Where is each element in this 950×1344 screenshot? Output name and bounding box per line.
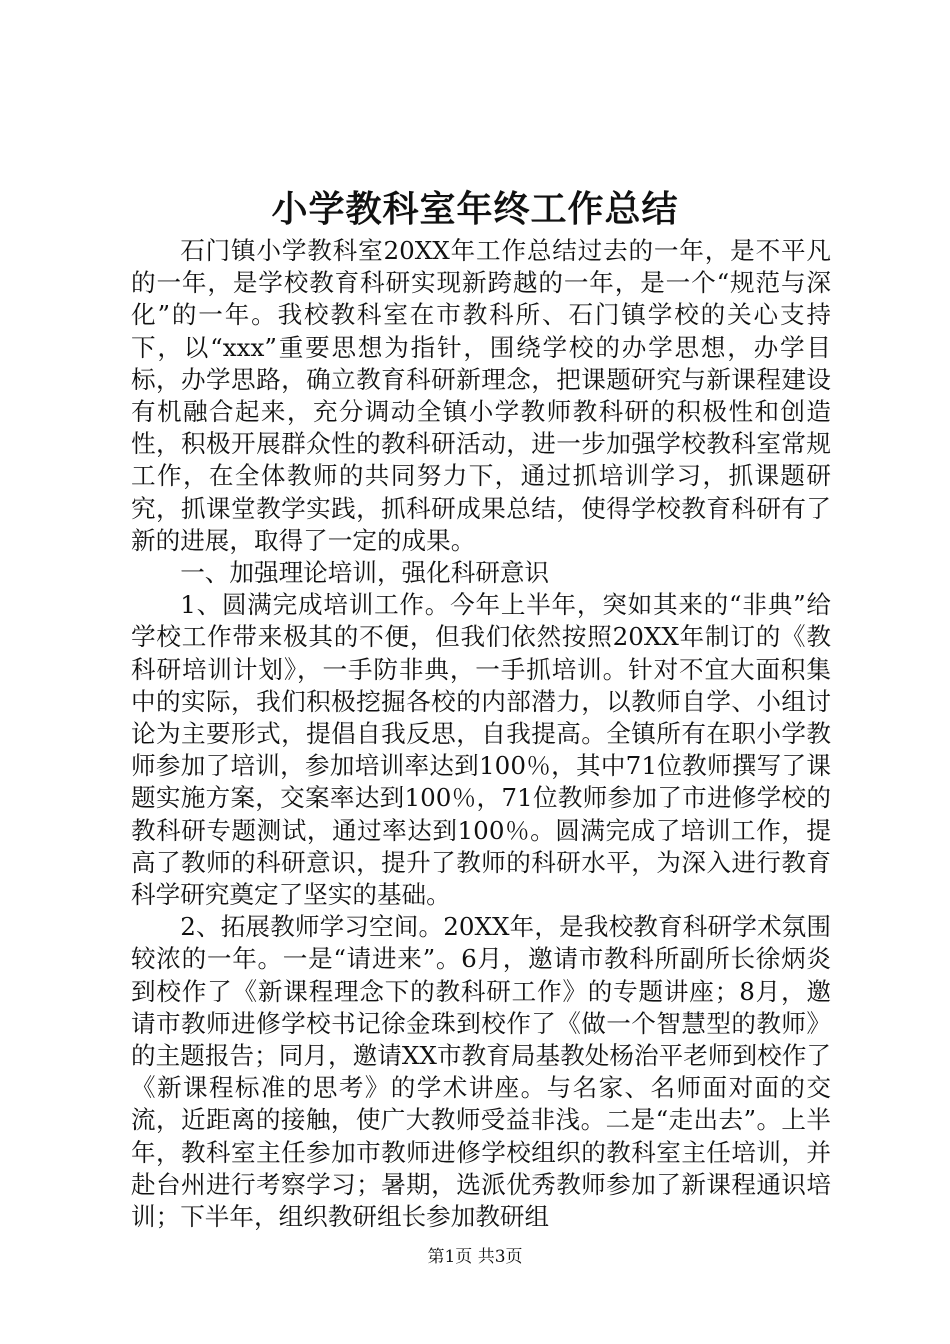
document-body — [131, 235, 831, 1233]
paragraph-training: 1、圆满完成培训工作。今年上半年，突如其来的“非典”给学校工作带来极其的不便，但我们依然按照20XX年制订的《教科研培训计划》，一手防非典，一手抓培训。针对不宜大面积集中的实际，我们积极挖掘各校的内部潜力，以教师自学、小组讨论为主要形式，提倡自我反思，自我提高。全镇所有在职小学教师参加了培训，参加培训率达到100％，其中71位教师撰写了课题实施方案，交案率达到100％，71位教师参加了市进修学校的教科研专题测试，通过率达到100％。圆满完成了培训工作，提高了教师的科研意识，提升了教师的科研水平，为深入进行教育科学研究奠定了坚实的基础。 — [131, 590, 831, 910]
paragraph-intro: 石门镇小学教科室20XX年工作总结过去的一年，是不平凡的一年，是学校教育科研实现新跨越的一年，是一个“规范与深化”的一年。我校教科室在市教科所、石门镇学校的关心支持下，以“xxx”重要思想为指针，围绕学校的办学思想，办学目标，办学思路，确立教育科研新理念，把课题研究与新课程建设有机融合起来，充分调动全镇小学教师教科研的积极性和创造性，积极开展群众性的教科研活动，进一步加强学校教科室常规工作，在全体教师的共同努力下，通过抓培训学习，抓课题研究，抓课堂教学实践，抓科研成果总结，使得学校教育科研有了新的进展，取得了一定的成果。 — [131, 236, 831, 555]
page-number-footer: 第1页 共3页 — [427, 1247, 523, 1267]
paragraph-learning-space: 2、拓展教师学习空间。20XX年，是我校教育科研学术氛围较浓的一年。一是“请进来”。6月，邀请市教科所副所长徐炳炎到校作了《新课程理念下的教科研工作》的专题讲座；8月，邀请市教师进修学校书记徐金珠到校作了《做一个智慧型的教师》的主题报告；同月，邀请XX市教育局基教处杨治平老师到校作了《新课程标准的思考》的学术讲座。与名家、名师面对面的交流，近距离的接触，使广大教师受益非浅。二是“走出去”。上半年，教科室主任参加市教师进修学校组织的教科室主任培训，并赴台州进行考察学习；暑期，选派优秀教师参加了新课程通识培训；下半年，组织教研组长参加教研组 — [131, 912, 831, 1232]
document-title: 小学教科室年终工作总结 — [271, 188, 679, 230]
section-heading-1: 一、加强理论培训，强化科研意识 — [180, 558, 550, 588]
